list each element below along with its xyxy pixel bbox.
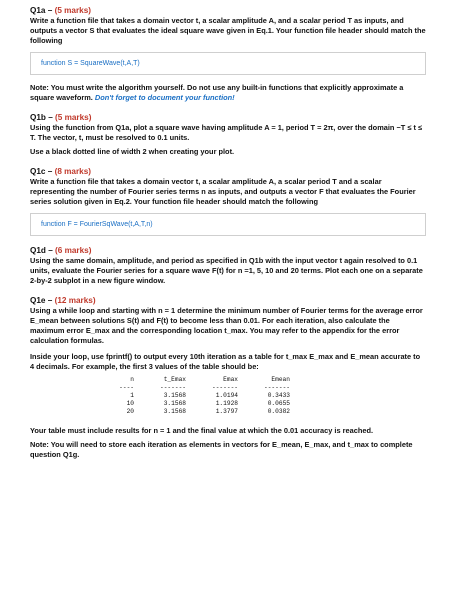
q1c-code: function F = FourierSqWave(t,A,T,n) <box>41 221 153 228</box>
q1e-label: Q1e <box>30 296 46 305</box>
table-header-cell: Emean <box>271 376 290 383</box>
table-cell: 1.1928 <box>215 400 238 407</box>
table-header-row <box>112 376 290 384</box>
table-cell: 3.1568 <box>163 408 186 415</box>
q1e-example-table <box>112 376 290 416</box>
q1a-code: function S = SquareWave(t,A,T) <box>41 60 140 67</box>
table-header-cell: t_Emax <box>163 376 186 383</box>
q1a-note <box>30 83 426 103</box>
table-rule-cell: ------- <box>160 384 186 391</box>
q1c-marks: (8 marks) <box>54 167 92 176</box>
table-cell: 0.3433 <box>267 392 290 399</box>
q1e-note: Note: You will need to store each iteration as elements in vectors for E_mean, E_max, and t_max to complete question Q1g. <box>30 440 413 459</box>
table-rule-cell: ---- <box>119 384 134 391</box>
table-cell: 3.1568 <box>163 392 186 399</box>
table-cell: 0.0382 <box>267 408 290 415</box>
table-cell: 10 <box>126 400 134 407</box>
q1b-label: Q1b <box>30 113 46 122</box>
assignment-page <box>30 6 426 460</box>
table-cell: 0.0655 <box>267 400 290 407</box>
q1b-body2: Use a black dotted line of width 2 when creating your plot. <box>30 147 235 156</box>
q1c-code-box <box>30 213 426 236</box>
q1a-heading: Q1a – (5 marks) <box>30 6 92 15</box>
table-row <box>112 392 290 400</box>
q1a-label: Q1a <box>30 6 46 15</box>
q1d-marks: (6 marks) <box>55 246 92 255</box>
table-header-cell: Emax <box>223 376 238 383</box>
q1d-heading: Q1d – (6 marks) <box>30 246 92 255</box>
q1e-body3: Your table must include results for n = 1 and the final value at which the 0.01 accuracy is reached. <box>30 426 374 435</box>
q1e-heading: Q1e – (12 marks) <box>30 296 96 305</box>
q1d-label: Q1d <box>30 246 46 255</box>
table-cell: 3.1568 <box>163 400 186 407</box>
table-header-cell: n <box>130 376 134 383</box>
q1a-marks: (5 marks) <box>54 6 92 15</box>
table-row <box>112 400 290 408</box>
table-rule-cell: ------- <box>212 384 238 391</box>
q1c-body: Write a function file that takes a domain vector t, a scalar amplitude A, a scalar period T and a scalar representing the number of Fourier series terms n as inputs, and outputs a vector F that evaluates the Fourier series solution given in Eq.2. Your function file header should match the following <box>30 177 416 206</box>
q1a-note-text: Note: You must write the algorithm yourself. Do not use any built-in functions that explicitly approximate a square waveform. <box>30 83 404 102</box>
q1b-heading: Q1b – (5 marks) <box>30 113 92 122</box>
table-cell: 20 <box>126 408 134 415</box>
q1c-label: Q1c <box>30 167 46 176</box>
table-cell: 1.3797 <box>215 408 238 415</box>
q1e-body2: Inside your loop, use fprintf() to output every 10th iteration as a table for t_max E_max and E_mean accurate to 4 decimals. For example, the first 3 values of the table should be: <box>30 352 421 371</box>
q1c-heading: Q1c – (8 marks) <box>30 167 92 176</box>
q1b-marks: (5 marks) <box>55 113 92 122</box>
table-cell: 1 <box>130 392 134 399</box>
table-rule-row <box>112 384 290 392</box>
table-rule-cell: ------- <box>264 384 290 391</box>
table-cell: 1.0194 <box>215 392 238 399</box>
table-row <box>112 408 290 416</box>
q1b-body: Using the function from Q1a, plot a square wave having amplitude A = 1, period T = 2π, over the domain −T ≤ t ≤ T. The vector, t, must be resolved to 0.1 units. <box>30 123 423 142</box>
q1d-body: Using the same domain, amplitude, and period as specified in Q1b with the input vector t again resolved to 0.1 units, evaluate the Fourier series for a square wave F(t) for n =1, 5, 10 and 20 terms. Plot each one on a separate 2-by-2 subplot in a new figure window. <box>30 256 423 285</box>
q1e-body: Using a while loop and starting with n = 1 determine the minimum number of Fourier terms for the average error E_mean between solutions S(t) and F(t) to become less than 0.01. For each iteration, also calculate the maximum error E_max and the corresponding location t_max. You may refer to the appendix for the error calculation formulas. <box>30 306 423 345</box>
q1a-body: Write a function file that takes a domain vector t, a scalar amplitude A, and a scalar period T as inputs, and outputs a vector S that evaluates the ideal square wave given in Eq.1. Your function file header should match the following <box>30 16 426 45</box>
q1e-marks: (12 marks) <box>54 296 96 305</box>
q1a-note-link: Don't forget to document your function! <box>94 93 235 102</box>
q1a-code-box <box>30 52 426 75</box>
